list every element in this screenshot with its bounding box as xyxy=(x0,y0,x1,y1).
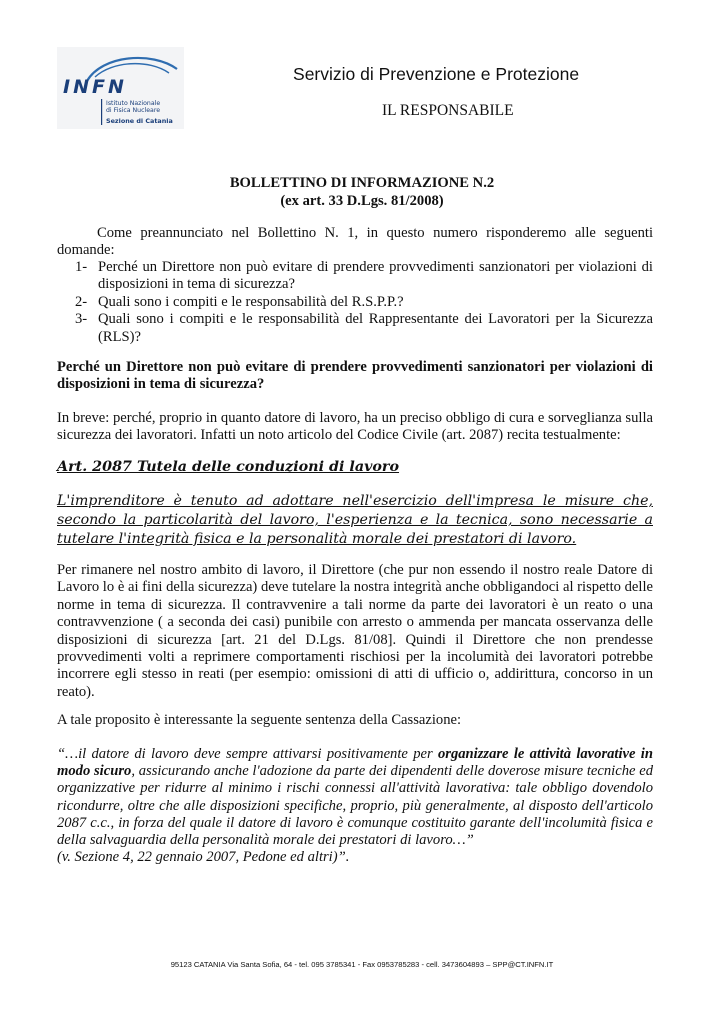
svg-text:Istituto Nazionale: Istituto Nazionale xyxy=(106,100,161,107)
list-item xyxy=(75,311,653,346)
bulletin-title: BOLLETTINO DI INFORMAZIONE N.2 xyxy=(229,175,495,191)
question-text: Quali sono i compiti e le responsabilità del R.S.P.P.? xyxy=(98,293,404,310)
svg-text:Sezione di Catania: Sezione di Catania xyxy=(106,117,173,125)
cassazione-intro: A tale proposito è interessante la seguente sentenza della Cassazione: xyxy=(57,712,462,728)
question-text: Perché un Direttore non può evitare di prendere provvedimenti sanzionatori per violazioni di disposizioni in tema di sicurezza? xyxy=(98,259,653,293)
cassazione-quote: “…il datore di lavoro deve sempre attivarsi positivamente per organizzare le attività lavorative in modo sicuro, assicurando anche l'adozione da parte dei dipendenti delle doverose misure tecniche ed organizzative per ridurre al minimo i rischi connessi all'attività lavorativa: tale obbligo dovendolo ricondurre, oltre che alle disposizioni specifiche, proprio, più generalmente, al disposto dell'articolo 2087 c.c., in forza del quale il datore di lavoro è comunque costituito garante dell'incolumità fisica e della salvaguardia della personalità morale dei prestatori di lavoro…” xyxy=(57,746,653,849)
responsabile-label: IL RESPONSABILE xyxy=(382,102,514,119)
bulletin-subtitle: (ex art. 33 D.Lgs. 81/2008) xyxy=(280,193,444,209)
quote-emphasis: organizzare le attività lavorative in modo sicuro xyxy=(57,746,653,780)
question-number: 2- xyxy=(75,293,88,310)
section-question-heading: Perché un Direttore non può evitare di prendere provvedimenti sanzionatori per violazioni di disposizioni in tema di sicurezza? xyxy=(57,359,653,393)
article-title: Art. 2087 Tutela delle conduzioni di lavoro xyxy=(57,459,400,475)
page-footer: 95123 CATANIA Via Santa Sofia, 64 - tel. 095 3785341 - Fax 0953785283 - cell. 3473604893 – SPP@CT.INFN.IT xyxy=(170,960,554,969)
article-text: L'imprenditore è tenuto ad adottare nell'esercizio dell'impresa le misure che, secondo la particolarità del lavoro, l'esperienza e la tecnica, sono necessarie a tutelare l'integrità fisica e la personalità morale dei prestatori di lavoro. xyxy=(57,493,653,547)
svg-text:INFN: INFN xyxy=(63,76,127,98)
question-text: Quali sono i compiti e le responsabilità del Rappresentante dei Lavoratori per la Sicurezza (RLS)? xyxy=(98,311,653,345)
infn-logo-graphic xyxy=(57,47,184,129)
infn-logo xyxy=(57,47,184,129)
questions-list xyxy=(75,259,653,346)
list-item xyxy=(75,259,653,294)
service-title: Servizio di Prevenzione e Protezione xyxy=(293,64,580,84)
intro-paragraph: Come preannunciato nel Bollettino N. 1, in questo numero risponderemo alle seguenti domande: xyxy=(57,225,653,259)
list-item xyxy=(75,294,653,311)
director-paragraph: Per rimanere nel nostro ambito di lavoro, il Direttore (che pur non essendo il nostro reale Datore di Lavoro lo è ai fini della sicurezza) deve tutelare la nostra integrità anche obbligandoci al rispetto delle norme in tema di sicurezza. Il contravvenire a tali norme da parte dei lavoratori è un reato o una contravvenzione ( a seconda dei casi) punibile con arresto o ammenda per mancata osservanza delle disposizioni di sicurezza [art. 21 del D.Lgs. 81/08]. Quindi il Direttore che non prendesse provvedimenti volti a reprimere comportamenti rischiosi per la incolumità dei lavoratori potrebbe incorrere egli stesso in reati (per esempio: omissioni di atti di ufficio o, addirittura, concorso in un reato). xyxy=(57,562,653,700)
question-number: 1- xyxy=(75,259,88,275)
in-breve-paragraph: In breve: perché, proprio in quanto datore di lavoro, ha un preciso obbligo di cura e sorveglianza sulla sicurezza dei lavoratori. Infatti un noto articolo del Codice Civile (art. 2087) recita testualmente: xyxy=(57,410,653,444)
svg-text:di Fisica Nucleare: di Fisica Nucleare xyxy=(106,107,161,114)
question-number: 3- xyxy=(75,311,88,328)
quote-reference: (v. Sezione 4, 22 gennaio 2007, Pedone ed altri)”. xyxy=(57,849,350,865)
